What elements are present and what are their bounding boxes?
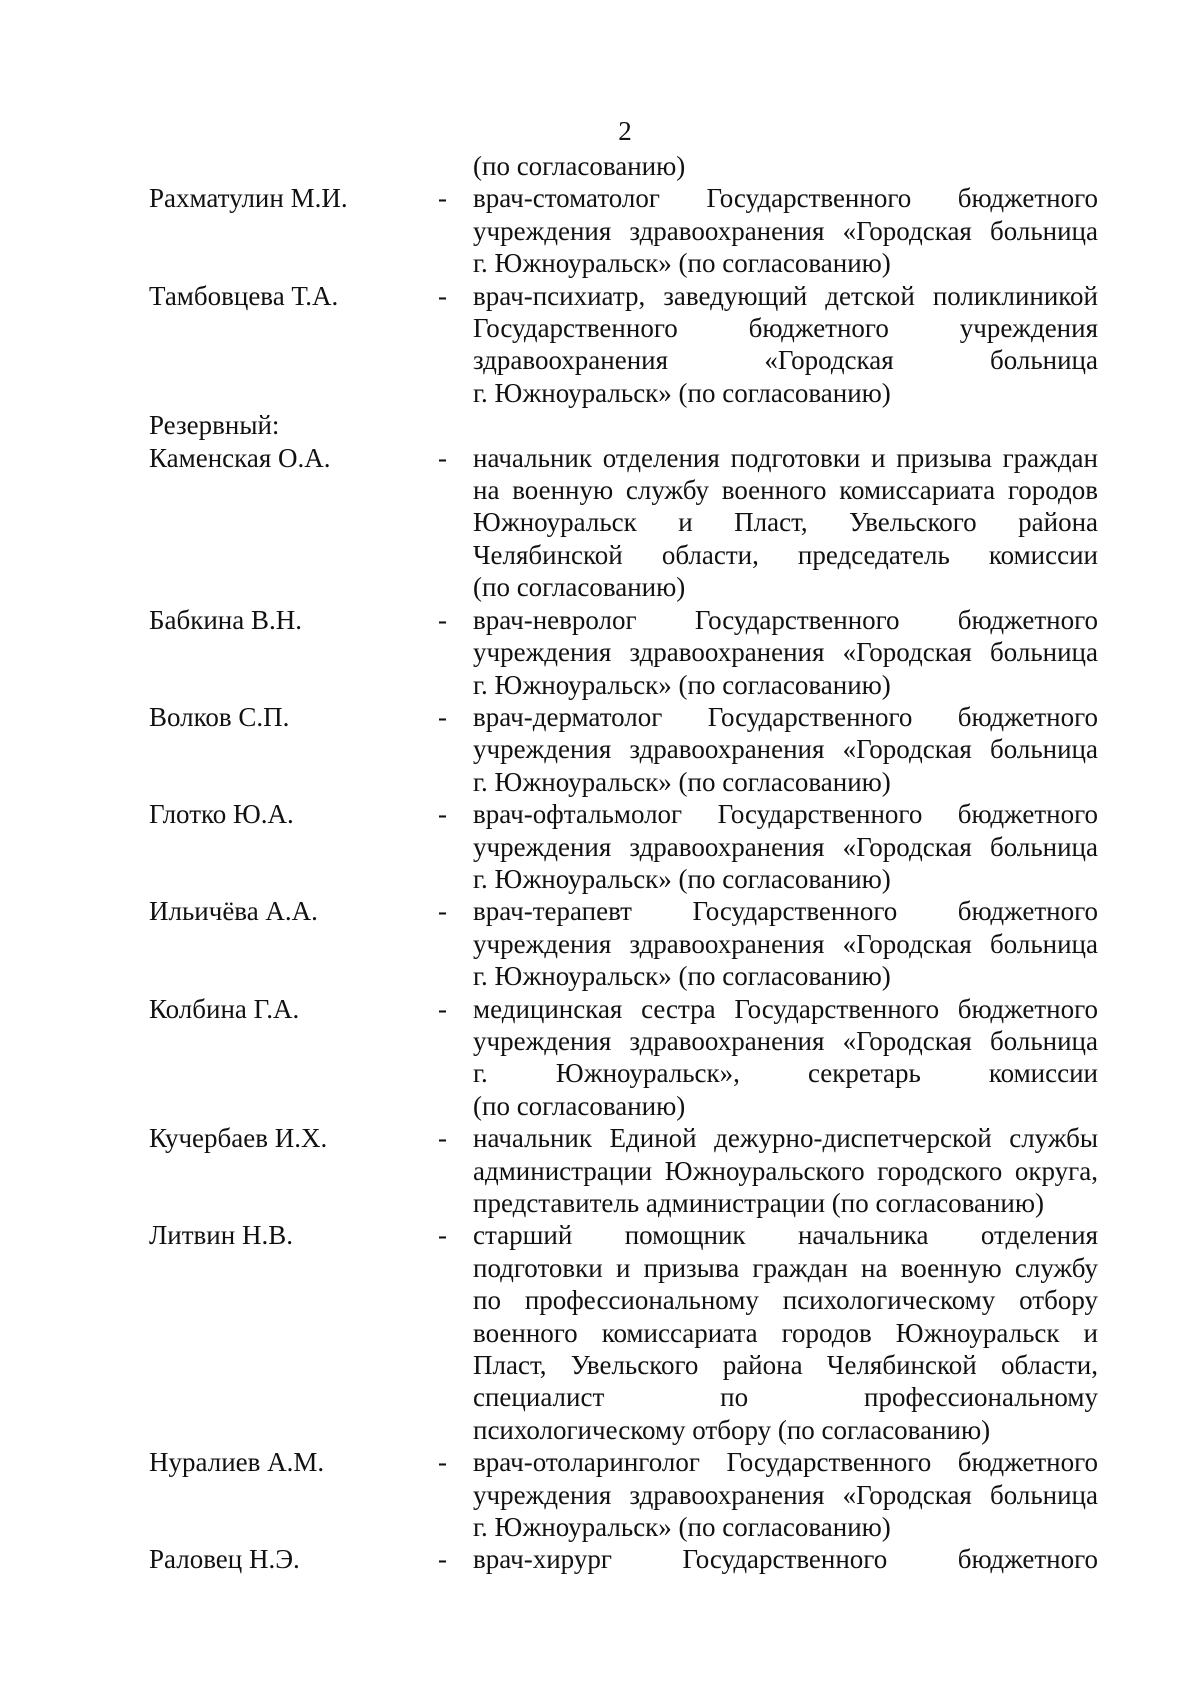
role-line: психологическому отбору (по согласованию) [473, 1414, 991, 1445]
member-entry [149, 701, 1129, 798]
continuation-entry [149, 150, 1129, 182]
dash-separator: - [438, 1544, 447, 1575]
role-line: учреждения здравоохранения «Городская больница [473, 831, 1098, 862]
role-line: г. Южноуральск» (по согласованию) [473, 863, 891, 894]
role-line: учреждения здравоохранения «Городская больница [473, 1025, 1098, 1056]
dash-separator: - [438, 183, 447, 214]
dash-separator: - [438, 799, 447, 830]
role-line: врач-терапевт Государственного бюджетного [473, 896, 1098, 927]
role-line: Челябинской области, председатель комиссии [473, 539, 1098, 570]
role-line: медицинская сестра Государственного бюджетного [473, 993, 1098, 1024]
dash-separator: - [438, 280, 447, 311]
member-role [473, 798, 1098, 895]
role-line: начальник отделения подготовки и призыва граждан [473, 442, 1098, 473]
role-line: учреждения здравоохранения «Городская больница [473, 215, 1098, 246]
member-role [473, 701, 1098, 798]
dash-separator: - [438, 1220, 447, 1251]
role-line: военного комиссариата городов Южноуральск и [473, 1317, 1098, 1348]
role-line: г. Южноуральск» (по согласованию) [473, 766, 891, 797]
role-line: врач-отоларинголог Государственного бюджетного [473, 1447, 1098, 1478]
member-entry [149, 993, 1129, 1123]
role-line: г. Южноуральск» (по согласованию) [473, 669, 891, 700]
member-entry [149, 182, 1129, 279]
role-line: специалист по профессиональному [473, 1382, 1098, 1413]
dash-separator: - [438, 1123, 447, 1154]
member-entry [149, 604, 1129, 701]
role-line: учреждения здравоохранения «Городская больница [473, 928, 1098, 959]
dash-separator: - [438, 993, 447, 1024]
dash-separator: - [438, 1447, 447, 1478]
member-name: Волков С.П. [149, 701, 290, 732]
page-number: 2 [618, 116, 632, 146]
role-line: (по согласованию) [473, 572, 686, 603]
member-entry [149, 442, 1129, 604]
role-line: по профессиональному психологическому отбору [473, 1285, 1098, 1316]
member-name: Ильичёва А.А. [149, 896, 318, 927]
member-name: Рахматулин М.И. [149, 183, 348, 214]
role-line: г. Южноуральск» (по согласованию) [473, 1512, 891, 1543]
role-line: старший помощник начальника отделения [473, 1220, 1098, 1251]
main-members [149, 182, 1129, 409]
member-role [473, 604, 1098, 701]
member-name: Каменская О.А. [149, 442, 331, 473]
role-line: Государственного бюджетного учреждения [473, 313, 1098, 344]
dash-separator: - [438, 701, 447, 732]
role-line: врач-стоматолог Государственного бюджетного [473, 183, 1098, 214]
dash-separator: - [438, 604, 447, 635]
member-entry [149, 1543, 1129, 1575]
role-line: г. Южноуральск» (по согласованию) [473, 248, 891, 279]
commission-list [149, 150, 1129, 1576]
role-line: г. Южноуральск», секретарь комиссии [473, 1058, 1098, 1089]
member-name: Раловец Н.Э. [149, 1544, 300, 1575]
member-name: Литвин Н.В. [149, 1220, 293, 1251]
role-line: администрации Южноуральского городского округа, [473, 1155, 1098, 1186]
member-role [473, 182, 1098, 279]
role-line: учреждения здравоохранения «Городская больница [473, 734, 1098, 765]
dash-separator: - [438, 896, 447, 927]
dash-separator: - [438, 442, 447, 473]
continuation-line: (по согласованию) [473, 151, 686, 181]
member-entry [149, 895, 1129, 992]
member-name: Тамбовцева Т.А. [149, 280, 339, 311]
role-line: врач-невролог Государственного бюджетного [473, 604, 1098, 635]
member-name: Колбина Г.А. [149, 993, 300, 1024]
role-line: врач-хирург Государственного бюджетного [473, 1544, 1098, 1575]
member-name: Глотко Ю.А. [149, 799, 294, 830]
member-entry [149, 1446, 1129, 1543]
member-role [473, 1219, 1098, 1446]
member-role [473, 1446, 1098, 1543]
reserve-members [149, 442, 1129, 1576]
role-line: г. Южноуральск» (по согласованию) [473, 961, 891, 992]
reserve-heading: Резервный: [149, 410, 280, 441]
role-line: начальник Единой дежурно-диспетчерской службы [473, 1123, 1098, 1154]
role-line: (по согласованию) [473, 1090, 686, 1121]
role-line: Пласт, Увельского района Челябинской области, [473, 1350, 1098, 1381]
role-line: Южноуральск и Пласт, Увельского района [473, 507, 1098, 538]
role-line: подготовки и призыва граждан на военную службу [473, 1252, 1098, 1283]
role-line: учреждения здравоохранения «Городская больница [473, 637, 1098, 668]
role-line: врач-психиатр, заведующий детской поликлиникой [473, 280, 1098, 311]
member-role [473, 993, 1098, 1123]
member-name: Бабкина В.Н. [149, 604, 302, 635]
member-entry [149, 798, 1129, 895]
member-name: Нуралиев А.М. [149, 1447, 325, 1478]
member-entry [149, 1122, 1129, 1219]
member-name: Кучербаев И.Х. [149, 1123, 328, 1154]
member-role [473, 280, 1098, 410]
member-role [473, 1122, 1098, 1219]
role-line: здравоохранения «Городская больница [473, 345, 1098, 376]
role-line: учреждения здравоохранения «Городская больница [473, 1479, 1098, 1510]
role-line: врач-офтальмолог Государственного бюджетного [473, 799, 1098, 830]
role-line: врач-дерматолог Государственного бюджетного [473, 701, 1098, 732]
role-line: г. Южноуральск» (по согласованию) [473, 377, 891, 408]
member-role [473, 895, 1098, 992]
member-role [473, 442, 1098, 604]
member-role [473, 1543, 1098, 1575]
member-entry [149, 280, 1129, 410]
role-line: представитель администрации (по согласованию) [473, 1188, 1045, 1218]
role-line: на военную службу военного комиссариата городов [473, 475, 1098, 506]
member-entry [149, 1219, 1129, 1446]
